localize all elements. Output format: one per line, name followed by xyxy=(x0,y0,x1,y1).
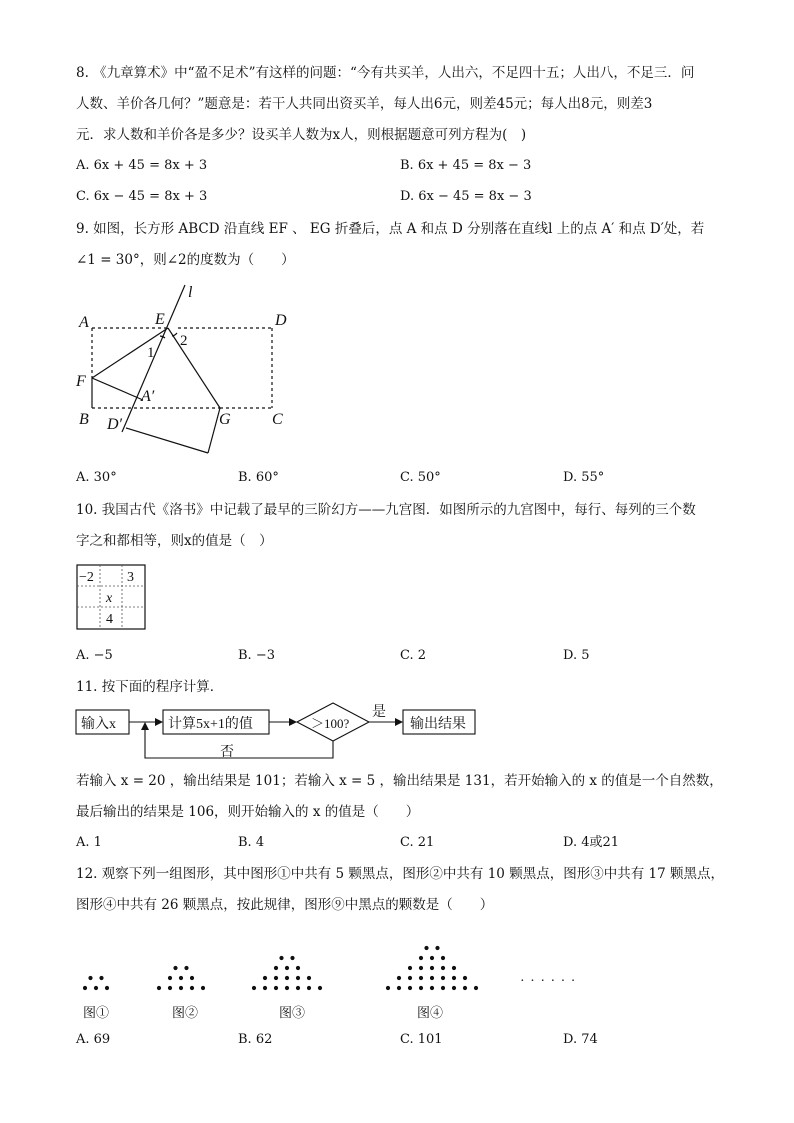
q9-angle-2-label: 2 xyxy=(180,333,188,349)
q10-stem-line2: 字之和都相等，则x的值是（ ） xyxy=(76,533,273,549)
q12-fig4-dot xyxy=(452,966,456,970)
q12-figure-1-label: 图① xyxy=(83,1005,110,1020)
q12-fig3-dot xyxy=(307,976,311,980)
q12-fig4-dot xyxy=(397,986,401,990)
q11-flow-yes: 是 xyxy=(372,705,386,720)
q12-ellipsis: · · · · · · xyxy=(520,974,577,989)
q12-figure-2-label: 图② xyxy=(172,1005,199,1020)
q10-cell-r1c3: 3 xyxy=(127,570,134,585)
q12-fig3-dot xyxy=(274,976,278,980)
q11-stem-line1: 11. 按下面的程序计算． xyxy=(76,679,224,695)
q12-option-c[interactable]: C. 101 xyxy=(400,1032,443,1047)
q12-fig4-dot xyxy=(430,956,434,960)
q10-cell-r3c2: 4 xyxy=(106,612,113,627)
q12-option-a[interactable]: A. 69 xyxy=(76,1032,111,1047)
q11-flow-no: 否 xyxy=(220,745,234,760)
q10-cell-r1c1: −2 xyxy=(79,570,94,585)
q12-fig2-dot xyxy=(179,986,183,990)
q12-stem-line2: 图形④中共有 26 颗黑点，按此规律，图形⑨中黑点的颗数是（ ） xyxy=(76,897,494,913)
q12-fig3-dot xyxy=(274,986,278,990)
q12-fig3-dot xyxy=(285,966,289,970)
q8-option-b[interactable]: B. 6x + 45 = 8x − 3 xyxy=(400,158,532,173)
q12-fig2-dot xyxy=(190,986,194,990)
q12-fig3-dot xyxy=(318,986,322,990)
q12-fig4-dot xyxy=(408,976,412,980)
q9-label-l: l xyxy=(188,284,193,301)
q12-fig4-dot xyxy=(441,976,445,980)
q12-fig3-dot xyxy=(296,966,300,970)
q12-fig3-dot xyxy=(296,986,300,990)
q11-flow-input: 输入x xyxy=(81,717,116,732)
q9-label-a: A xyxy=(79,314,89,331)
q12-fig4-dot xyxy=(419,966,423,970)
q9-stem-line2: ∠1 = 30°，则∠2的度数为（ ） xyxy=(76,252,295,268)
q9-option-b[interactable]: B. 60° xyxy=(238,470,279,485)
q9-option-d[interactable]: D. 55° xyxy=(563,470,605,485)
q9-label-d: D xyxy=(275,312,287,329)
q9-label-f: F xyxy=(76,373,86,390)
q11-flow-compute: 计算5x+1的值 xyxy=(168,717,253,732)
q12-figure-4-label: 图④ xyxy=(417,1005,444,1020)
q12-fig3-dot xyxy=(285,976,289,980)
q12-fig3-dot xyxy=(290,956,294,960)
q12-fig4-dot xyxy=(430,976,434,980)
q9-option-c[interactable]: C. 50° xyxy=(400,470,441,485)
q9-label-d-prime: D′ xyxy=(107,416,123,433)
q8-option-d[interactable]: D. 6x − 45 = 8x − 3 xyxy=(400,189,532,204)
q12-fig4-dot xyxy=(430,966,434,970)
q11-stem-line3: 最后输出的结果是 106，则开始输入的 x 的值是（ ） xyxy=(76,804,420,820)
q12-fig4-dot xyxy=(441,986,445,990)
q9-option-a[interactable]: A. 30° xyxy=(76,470,117,485)
q12-fig4-dot xyxy=(435,946,439,950)
q12-fig2-dot xyxy=(157,986,161,990)
q12-fig4-dot xyxy=(463,976,467,980)
q12-fig4-dot xyxy=(474,986,478,990)
q12-fig4-dot xyxy=(419,956,423,960)
q12-fig4-dot xyxy=(419,986,423,990)
q10-option-c[interactable]: C. 2 xyxy=(400,648,427,663)
q12-figure-3-label: 图③ xyxy=(279,1005,306,1020)
q12-fig1-dot xyxy=(88,976,92,980)
q12-fig4-dot xyxy=(424,946,428,950)
q12-fig2-dot xyxy=(168,976,172,980)
q12-fig4-dot xyxy=(419,976,423,980)
q12-fig1-dot xyxy=(83,986,87,990)
q11-flow-decision: ＞100? xyxy=(311,716,350,731)
q12-fig3-dot xyxy=(296,976,300,980)
q8-option-a[interactable]: A. 6x + 45 = 8x + 3 xyxy=(76,158,208,173)
q12-fig3-dot xyxy=(263,976,267,980)
q11-flow-output: 输出结果 xyxy=(410,717,466,732)
q9-label-a-prime: A′ xyxy=(141,388,155,405)
q8-stem-line1: 8. 《九章算术》中“盈不足术”有这样的问题：“今有共买羊，人出六，不足四十五；人出八，不足三．问 xyxy=(76,65,695,81)
q12-fig2-dot xyxy=(173,966,177,970)
q8-stem-line3: 元．求人数和羊价各是多少？设买羊人数为x人，则根据题意可列方程为( ) xyxy=(76,127,527,143)
q12-fig2-dot xyxy=(201,986,205,990)
q10-option-a[interactable]: A. −5 xyxy=(76,648,113,663)
q12-fig3-dot xyxy=(307,986,311,990)
q9-stem-line1: 9. 如图，长方形 ABCD 沿直线 EF 、 EG 折叠后，点 A 和点 D 分别落在直线l 上的点 A′ 和点 D′处，若 xyxy=(76,221,705,237)
q9-label-c: C xyxy=(272,411,283,428)
q10-option-b[interactable]: B. −3 xyxy=(238,648,275,663)
q12-option-d[interactable]: D. 74 xyxy=(563,1032,598,1047)
q12-fig3-dot xyxy=(279,956,283,960)
q9-angle-1-label: 1 xyxy=(147,345,155,361)
q12-fig1-dot xyxy=(94,986,98,990)
q12-fig4-dot xyxy=(441,956,445,960)
q12-fig3-dot xyxy=(274,966,278,970)
q10-cell-r2c2: x xyxy=(106,591,113,606)
q12-fig4-dot xyxy=(452,986,456,990)
q12-fig2-dot xyxy=(179,976,183,980)
q12-fig1-dot xyxy=(105,986,109,990)
q12-fig4-dot xyxy=(463,986,467,990)
q12-fig1-dot xyxy=(99,976,103,980)
q8-option-c[interactable]: C. 6x − 45 = 8x + 3 xyxy=(76,189,208,204)
q8-stem-line2: 人数、羊价各几何？”题意是：若干人共同出资买羊，每人出6元，则差45元；每人出8元，则差3 xyxy=(76,96,653,112)
q12-fig3-dot xyxy=(252,986,256,990)
q11-option-d[interactable]: D. 4或21 xyxy=(563,835,620,850)
q12-fig4-dot xyxy=(441,966,445,970)
q10-stem-line1: 10. 我国古代《洛书》中记载了最早的三阶幻方——九宫图．如图所示的九宫图中，每行、每列的三个数 xyxy=(76,502,696,518)
q12-fig4-dot xyxy=(430,986,434,990)
q11-stem-line2: 若输入 x = 20 ，输出结果是 101；若输入 x = 5 ，输出结果是 131，若开始输入的 x 的值是一个自然数， xyxy=(76,773,723,789)
q12-fig2-dot xyxy=(168,986,172,990)
q12-fig4-dot xyxy=(397,976,401,980)
q12-fig4-dot xyxy=(408,966,412,970)
q9-label-e: E xyxy=(155,311,165,328)
q12-fig2-dot xyxy=(184,966,188,970)
q9-label-b: B xyxy=(79,411,89,428)
q12-option-b[interactable]: B. 62 xyxy=(238,1032,273,1047)
q12-fig4-dot xyxy=(452,976,456,980)
q9-label-g: G xyxy=(219,411,231,428)
q12-fig3-dot xyxy=(285,986,289,990)
q11-option-b[interactable]: B. 4 xyxy=(238,835,265,850)
q12-fig2-dot xyxy=(190,976,194,980)
q12-stem-line1: 12. 观察下列一组图形，其中图形①中共有 5 颗黑点，图形②中共有 10 颗黑点，图形③中共有 17 颗黑点， xyxy=(76,866,724,882)
q12-fig4-dot xyxy=(408,986,412,990)
q10-option-d[interactable]: D. 5 xyxy=(563,648,590,663)
q11-option-c[interactable]: C. 21 xyxy=(400,835,435,850)
q11-option-a[interactable]: A. 1 xyxy=(76,835,102,850)
q12-fig3-dot xyxy=(263,986,267,990)
q12-fig4-dot xyxy=(386,986,390,990)
